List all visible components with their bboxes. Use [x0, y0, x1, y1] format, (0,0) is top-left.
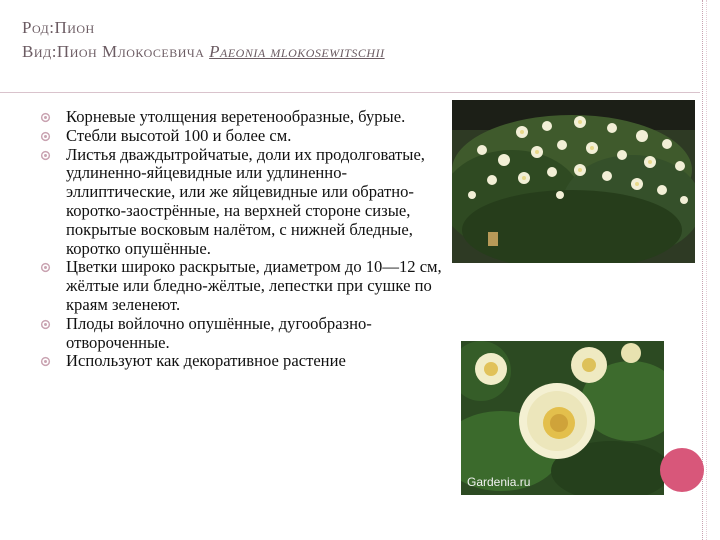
title-divider	[0, 92, 700, 93]
accent-circle	[660, 448, 704, 492]
list-item-text: Плоды войлочно опушённые, дугообразно-отвороченные.	[66, 313, 372, 352]
bullet-icon	[40, 262, 51, 273]
description-list	[36, 108, 446, 371]
list-item-text: Цветки широко раскрытые, диаметром до 10—12 см, жёлтые или бледно-жёлтые, лепестки при сушке по краям зеленеют.	[66, 257, 442, 314]
list-item-text: Корневые утолщения веретенообразные, бурые.	[66, 107, 406, 126]
right-border-line-inner	[706, 0, 707, 540]
list-item	[36, 146, 446, 259]
species-title	[22, 42, 385, 62]
right-border-line	[702, 0, 703, 540]
species-label: Вид:	[22, 42, 57, 61]
genus-name: Пион	[54, 18, 95, 37]
genus-title	[22, 18, 95, 38]
watermark: Gardenia.ru	[467, 475, 531, 489]
species-latin-name: Paeonia mlokosewitschii	[209, 42, 385, 61]
list-item-text: Листья дваждытройчатые, доли их продолговатые, удлиненно-яйцевидные или удлиненно-эллиптические, или же яйцевидные или обратно-коротко-заострённые, на верхней стороне сизые, покрытые восковым налётом, с нижней бледные, коротко опушённые.	[66, 144, 425, 258]
genus-label: Род:	[22, 18, 55, 37]
bullet-icon	[40, 319, 51, 330]
list-item	[36, 352, 446, 371]
bullet-icon	[40, 131, 51, 142]
bullet-icon	[40, 150, 51, 161]
list-item	[36, 127, 446, 146]
peony-flower-photo	[461, 341, 664, 495]
bullet-icon	[40, 112, 51, 123]
list-item	[36, 315, 446, 353]
species-name: Пион Млокосевича	[56, 42, 205, 61]
list-item-text: Стебли высотой 100 и более см.	[66, 125, 292, 145]
peony-bush-photo	[452, 100, 695, 263]
list-item	[36, 258, 446, 314]
bullet-icon	[40, 356, 51, 367]
list-item-text: Используют как декоративное растение	[66, 351, 346, 371]
list-item	[36, 108, 446, 127]
